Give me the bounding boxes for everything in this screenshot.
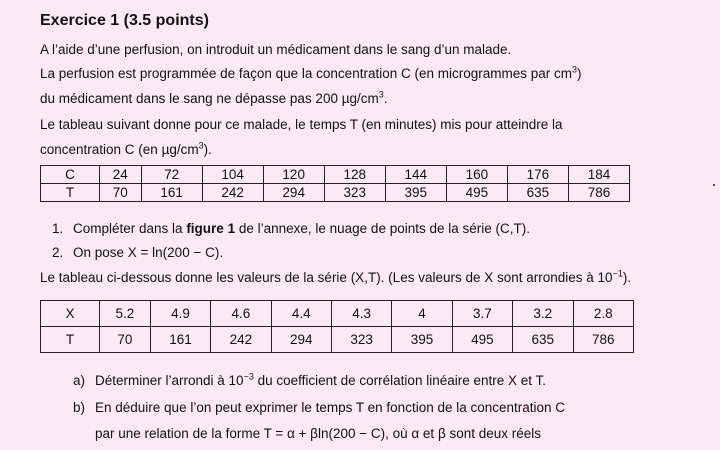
table-cell: 4	[392, 301, 452, 327]
table-cell: 161	[150, 327, 210, 353]
table-cell: 786	[568, 184, 629, 202]
table-cell: 2.8	[573, 301, 634, 327]
table-x-t	[40, 300, 634, 353]
table-cell: 176	[507, 166, 568, 184]
table-cell: 4.3	[331, 301, 391, 327]
question-1-number: 1.	[52, 221, 64, 236]
question-a: Déterminer l’arrondi à $10^{-3}$ du coefficient de corrélation linéaire entre X et T.	[95, 371, 547, 388]
table-cell: 5.2	[100, 301, 151, 327]
table-cell: 3.2	[513, 301, 573, 327]
table-cell: 72	[141, 166, 202, 184]
question-2-number: 2.	[52, 245, 64, 260]
table-row	[41, 327, 634, 353]
table-cell: 4.4	[271, 301, 331, 327]
row-label-t: T	[41, 184, 100, 202]
table-cell: 242	[211, 327, 271, 353]
intro-line-2: La perfusion est programmée de façon que la concentration C (en microgrammes par $cm^3$)	[40, 64, 582, 81]
question-b-line-1: En déduire que l’on peut exprimer le temps T en fonction de la concentration C	[95, 400, 566, 415]
table-cell: 161	[141, 184, 202, 202]
table-cell: 495	[446, 184, 507, 202]
table-cell: 323	[331, 327, 391, 353]
table-c-t	[40, 165, 630, 202]
table-cell: 70	[100, 327, 151, 353]
row-label-t: T	[41, 327, 100, 353]
row-label-x: X	[41, 301, 100, 327]
table2-intro: Le tableau ci-dessous donne les valeurs de la série (X,T). (Les valeurs de X sont arrondies à $10^{-1}$).	[40, 268, 632, 285]
table-cell: 635	[513, 327, 573, 353]
table-row	[41, 184, 630, 202]
table-cell: 786	[573, 327, 634, 353]
table-row	[41, 301, 634, 327]
intro-line-1: A l’aide d’une perfusion, on introduit un médicament dans le sang d’un malade.	[40, 42, 512, 57]
table-cell: 395	[392, 327, 452, 353]
question-a-number: a)	[73, 373, 86, 388]
table-cell: 3.7	[452, 301, 512, 327]
question-2: On pose X = ln(200 − C).	[73, 245, 224, 260]
table-cell: 242	[202, 184, 263, 202]
exercise-title: Exercice 1 (3.5 points)	[40, 12, 209, 29]
table-cell: 635	[507, 184, 568, 202]
table-cell: 395	[385, 184, 446, 202]
table-cell: 4.9	[150, 301, 210, 327]
table-cell: 294	[271, 327, 331, 353]
table-cell: 104	[202, 166, 263, 184]
question-b-number: b)	[73, 400, 86, 415]
table-cell: 24	[100, 166, 142, 184]
row-label-c: C	[41, 166, 100, 184]
intro-line-4: Le tableau suivant donne pour ce malade, le temps T (en minutes) mis pour atteindre la	[40, 117, 563, 132]
intro-line-5: concentration C (en $\mu g/cm^3$).	[40, 140, 212, 157]
table-cell: 294	[263, 184, 324, 202]
question-1: Compléter dans la figure 1 de l’annexe, le nuage de points de la série (C,T).	[73, 221, 531, 236]
table-cell: 184	[568, 166, 629, 184]
table-cell: 70	[100, 184, 142, 202]
table-cell: 495	[452, 327, 512, 353]
table-cell: 323	[324, 184, 385, 202]
table-cell: 144	[385, 166, 446, 184]
table-cell: 4.6	[211, 301, 271, 327]
intro-line-3: du médicament dans le sang ne dépasse pas 200 $\mu g/cm^3$.	[40, 89, 388, 106]
table-cell: 120	[263, 166, 324, 184]
table-cell: 160	[446, 166, 507, 184]
table-cell: 128	[324, 166, 385, 184]
question-b-line-2: par une relation de la forme T = α + βln(200 − C), où α et β sont deux réels	[95, 426, 542, 441]
table-row	[41, 166, 630, 184]
scan-speck	[713, 184, 715, 186]
